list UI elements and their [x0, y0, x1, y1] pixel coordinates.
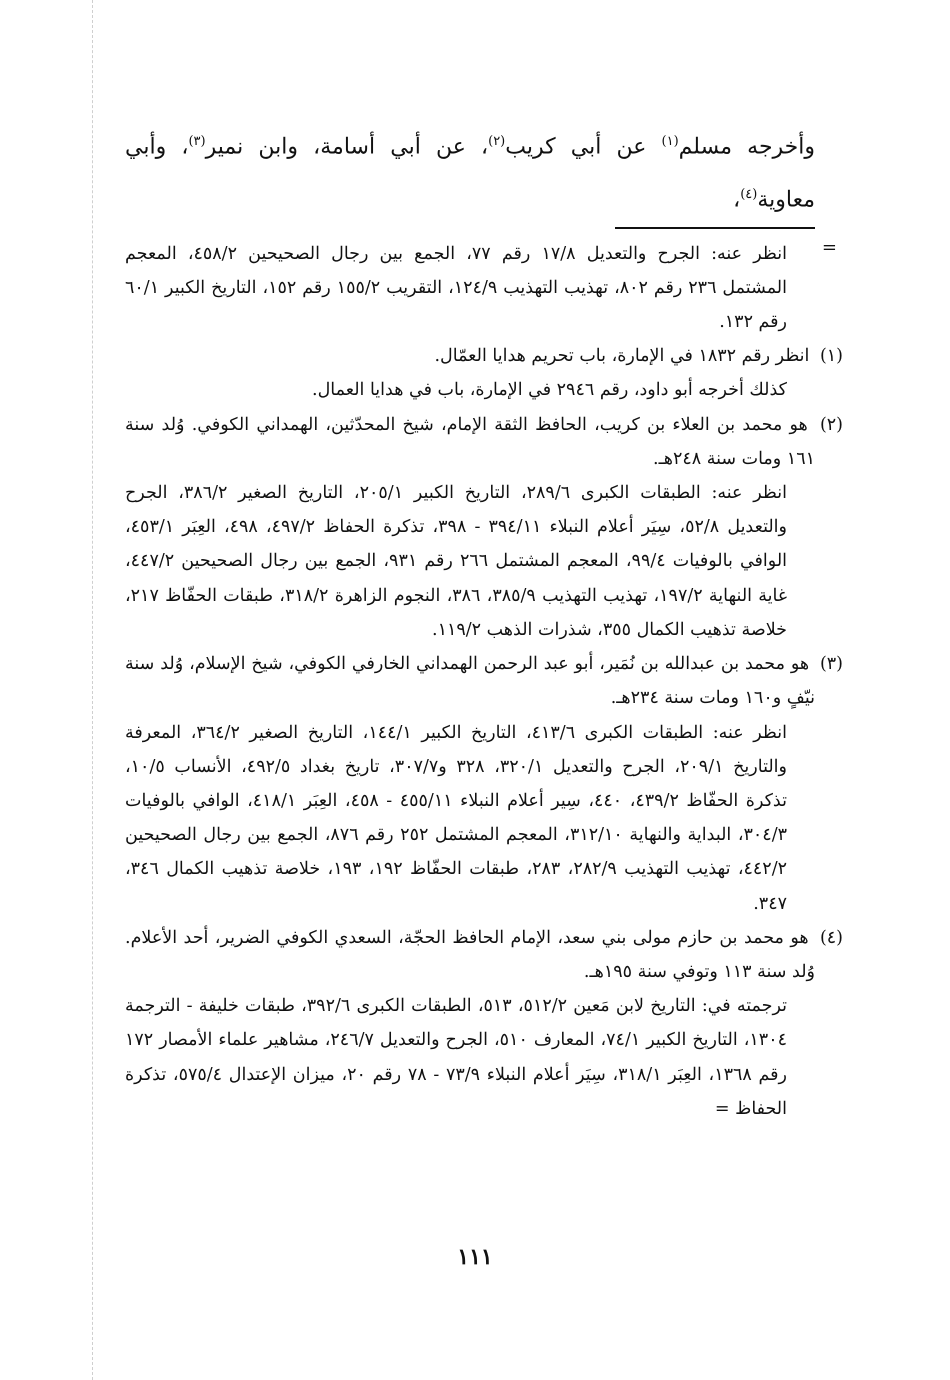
footnote-2	[125, 408, 843, 476]
footnote-number: (٢)	[819, 414, 843, 435]
footnote-4-sources: ترجمته في: التاريخ لابن مَعين ٥١٢/٢، ٥١٣، الطبقات الكبرى ٣٩٢/٦، طبقات خليفة - الترجمة ١٣٠٤، التاريخ الكبير ٧٤/١، المعارف ٥١٠، الجرح والتعديل ٢٤٦/٧، مشاهير علماء الأمصار ١٧٢ رقم ١٣٦٨، العِبَر ٣١٨/١، سِيَر أعلام النبلاء ٧٣/٩ - ٧٨ رقم ٢٠، ميزان الإعتدال ٥٧٥/٤، تذكرة الحفاظ =	[125, 996, 787, 1119]
footnote-separator	[615, 227, 815, 229]
main-text-segment: ، وأبي معاوية	[125, 134, 815, 213]
footnote-4	[125, 921, 843, 989]
margin-guide-line	[92, 0, 93, 1380]
footnote-number: (٣)	[819, 654, 843, 675]
footnote-3	[125, 647, 843, 715]
page-body	[125, 118, 843, 1126]
footnote-number: (٤)	[819, 927, 843, 948]
footnote-ref-2[interactable]: (٢)	[488, 134, 506, 149]
footnote-ref-1[interactable]: (١)	[661, 134, 679, 149]
footnote-3-sources: انظر عنه: الطبقات الكبرى ٤١٣/٦، التاريخ الكبير ١٤٤/١، التاريخ الصغير ٣٦٤/٢، المعرفة والتاريخ ٢٠٩/١، الجرح والتعديل ٣٢٠/١، ٣٢٨ و٣٠٧/٧، تاريخ بغداد ٤٩٢/٥، الأنساب ١٠/٥، تذكرة الحفّاظ ٤٣٩/٢، ٤٤٠، سِير أعلام النبلاء ٤٥٥/١١ - ٤٥٨، العِبَر ٤١٨/١، الوافي بالوفيات ٣٠٤/٣، البداية والنهاية ٣١٢/١٠، المعجم المشتمل ٢٥٢ رقم ٨٧٦، الجمع بين رجال الصحيحين ٤٤٢/٢، تهذيب التهذيب ٢٨٢/٩، ٢٨٣، طبقات الحفّاظ ١٩٢، ١٩٣، خلاصة تذهيب الكمال ٣٤٦، ٣٤٧.	[125, 722, 787, 914]
main-text	[125, 118, 815, 225]
main-text-segment: عن أبي كريب	[505, 134, 662, 160]
footnote-text: هو محمد بن عبدالله بن نُمَير، أبو عبد الرحمن الهمداني الخارفي الكوفي، شيخ الإسلام، وُلد سنة نيّفٍ و١٦٠ ومات سنة ٢٣٤هـ.	[125, 654, 815, 709]
continuation-mark: =	[821, 236, 837, 258]
footnote-2-sources: انظر عنه: الطبقات الكبرى ٢٨٩/٦، التاريخ الكبير ٢٠٥/١، التاريخ الصغير ٣٨٦/٢، الجرح والتعديل ٥٢/٨، سِيَر أعلام النبلاء ٣٩٤/١١ - ٣٩٨، تذكرة الحفاظ ٤٩٧/٢، ٤٩٨، العِبَر ٤٥٣/١، الوافي بالوفيات ٩٩/٤، المعجم المشتمل ٢٦٦ رقم ٩٣١، الجمع بين رجال الصحيحين ٤٤٧/٢، غاية النهاية ١٩٧/٢، تهذيب التهذيب ٣٨٥/٩، ٣٨٦، النجوم الزاهرة ٣١٨/٢، طبقات الحفّاظ ٢١٧، خلاصة تذهيب الكمال ٣٥٥، شذرات الذهب ١١٩/٢.	[125, 483, 788, 640]
main-text-segment: وأخرجه مسلم	[678, 134, 816, 160]
footnote-1-extra: كذلك أخرجه أبو داود، رقم ٢٩٤٦ في الإمارة، باب في هدايا العمال.	[312, 380, 787, 401]
footnote-text: هو محمد بن حازم مولى بني سعد، الإمام الحافظ الحجّة، السعدي الكوفي الضرير، أحد الأعلام. وُلد سنة ١١٣ وتوفي سنة ١٩٥هـ.	[125, 927, 815, 982]
continuation-text: انظر عنه: الجرح والتعديل ١٧/٨ رقم ٧٧، الجمع بين رجال الصحيحين ٤٥٨/٢، المعجم المشتمل ٢٣٦ رقم ٨٠٢، تهذيب التهذيب ١٢٤/٩، التقريب ١٥٥/٢ رقم ١٥٢، التاريخ الكبير ٦٠/١ رقم ١٣٢.	[125, 243, 788, 333]
footnote-1	[125, 339, 843, 373]
footnote-number: (١)	[819, 346, 843, 367]
footnote-continuation	[125, 236, 837, 340]
footnote-text: هو محمد بن العلاء بن كريب، الحافظ الثقة الإمام، شيخ المحدّثين، الهمداني الكوفي. وُلد سنة ١٦١ ومات سنة ٢٤٨هـ.	[125, 414, 815, 469]
footnote-ref-3[interactable]: (٣)	[188, 134, 206, 149]
footnote-ref-4[interactable]: (٤)	[740, 187, 758, 203]
main-text-segment: ،	[733, 187, 741, 213]
main-text-segment: ، عن أبي أسامة، وابن نمير	[205, 134, 489, 160]
page-number: ١١١	[457, 1244, 493, 1270]
footnote-text: انظر رقم ١٨٣٢ في الإمارة، باب تحريم هدايا العمّال.	[434, 346, 810, 367]
